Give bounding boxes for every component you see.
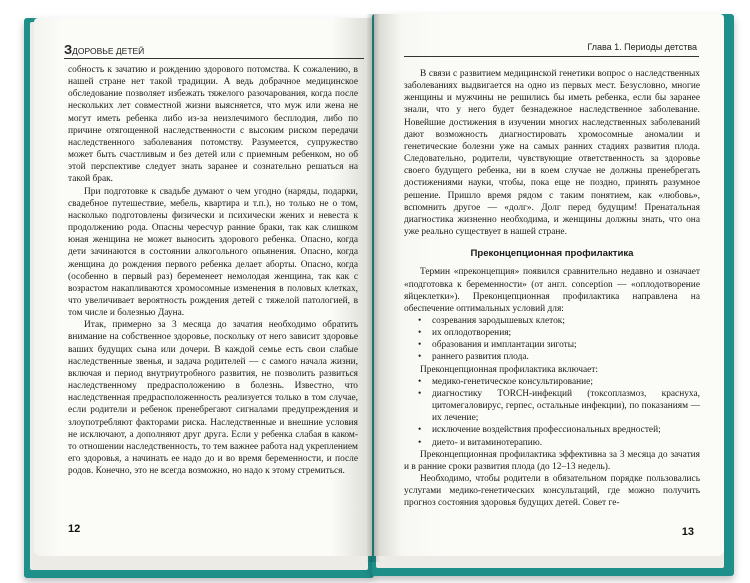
bullet-list (404, 315, 700, 364)
section-heading: Преконцепционная профилактика (470, 248, 634, 260)
header-initial: З (64, 42, 73, 57)
paragraph: Термин «преконцепция» появился сравнительно недавно и означает «подготовка к беременности» (от англ. conception — «оплодотворение яйцеклетки»). Преконцепционная профилактика направлена на обеспечение оптимальных условий для: (404, 267, 700, 314)
list-item: • созревания зародышевых клеток; (404, 315, 700, 327)
list-item: • дието- и витаминотерапию. (404, 437, 700, 449)
paragraph: собность к зачатию и рождению здорового потомства. К сожалению, в нашей стране нет такой традиции. А ведь добрачное медицинское обследование позволяет избежать тяжелого разочарования, когда после нескольких лет совместной жизни выясняется, что муж или жена не могут иметь ребенка либо из-за неизлечимого бесплодия, либо по причине отягощенной наследственности с высоким риском передачи наследственного заболевания потомству. Разумеется, супружество может быть счастливым и без детей или с приемным ребенком, но об этой перспективе следует знать заранее и сознательно решаться на такой брак. (68, 65, 358, 185)
page-number: 12 (68, 523, 81, 535)
bullet-list (404, 376, 700, 449)
list-item: • образования и имплантации зиготы; (404, 339, 700, 351)
left-page-body (68, 64, 358, 477)
paragraph: Итак, примерно за 3 месяца до зачатия необходимо обратить внимание на собственное здоровье, поскольку от него зависит здоровье ваших будущих сына или дочери. В каждой семье есть свои слабые наследственные звенья, и задача родителей — с самого начала жизни, включая и период внутриутробного развития, не позволить развиться наследственному предрасположению в болезнь. Известно, что наследственная предрасположенность реализуется только в том случае, если родители и ребенок пренебрегают сигналами предупреждения и злоупотребляют факторами риска. Наследственные и внешние условия не исключают, а дополняют друг друга. Если у ребенка слабая в каком-то отношении наследственность, то тем важнее работа над укреплением его здоровья, а начинать ее надо до и во время беременности, и после родов. Конечно, это не всегда возможно, но надо к этому стремиться. (68, 320, 358, 477)
list-item: • раннего развития плода. (404, 351, 700, 363)
right-page-body (404, 68, 700, 509)
header-title: ДОРОВЬЕ ДЕТЕЙ (72, 46, 145, 56)
paragraph: Преконцепционная профилактика эффективна за 3 месяца до зачатия и в ранние сроки развития плода (до 12–13 недель). (404, 449, 700, 472)
list-item: • медико-генетическое консультирование; (404, 376, 700, 388)
running-header-right (404, 42, 699, 57)
left-page (34, 18, 372, 556)
page-number: 13 (681, 526, 694, 538)
list-item: • исключение воздействия профессиональных вредностей; (404, 424, 700, 436)
chapter-title: Глава 1. Периоды детства (587, 42, 697, 52)
list-item: • диагностику TORCH-инфекций (токсоплазмоз, краснуха, цитомегаловирус, герпес, остальные инфекции), по показаниям — их лечение; (404, 388, 700, 424)
list-item: • их оплодотворения; (404, 327, 700, 339)
paragraph: При подготовке к свадьбе думают о чем угодно (наряды, подарки, свадебное путешествие, мебель, квартира и т.п.), но только не о том, насколько подготовлены физически и психически жених и невеста к продолжению рода. Опасны чересчур ранние браки, так как слишком юная женщина не может выносить здорового ребенка. Опасно, когда дети зачинаются в состоянии алкогольного опьянения. Опасно, когда женщина до рождения первого ребенка делает аборты. Опасно, когда (особенно в первый раз) беременеет немолодая женщина, так как с возрастом накапливаются хромосомные изменения в половых клетках, что увеличивает вероятность рождения детей с тяжелой патологией, в том числе и болезнью Дауна. (68, 186, 358, 319)
running-header-left (64, 44, 364, 59)
book-gutter-shadow (366, 14, 380, 562)
paragraph: Преконцепционная профилактика включает: (420, 364, 598, 375)
right-page (374, 14, 724, 556)
paragraph: В связи с развитием медицинской генетики вопрос о наследственных заболеваниях выдвигается на одно из первых мест. Безусловно, многие женщины и мужчины не решились бы иметь ребенка, если бы заранее знали, что у него будет безнадежное наследственное заболевание. Новейшие достижения в изучении многих наследственных заболеваний дают возможность диагностировать хромосомные аномалии и генетические болезни уже на самых ранних стадиях развития плода. Следовательно, родители, чувствующие ответственность за здоровье своего будущего ребенка, ни в коем случае не должны пренебрегать достижениями науки, чтобы, пока еще не поздно, принять разумное решение. Пришло время рядом с таким понятием, как «любовь», вспомнить другое — «долг». Долг перед будущим! Пренатальная диагностика жизненно необходима, и женщины должны знать, что она уже реально существует в нашей стране. (404, 69, 700, 238)
paragraph: Необходимо, чтобы родители в обязательном порядке пользовались услугами медико-генетических консультаций, где можно получить прогноз состояния здоровья будущих детей. Совет ге- (404, 474, 700, 509)
